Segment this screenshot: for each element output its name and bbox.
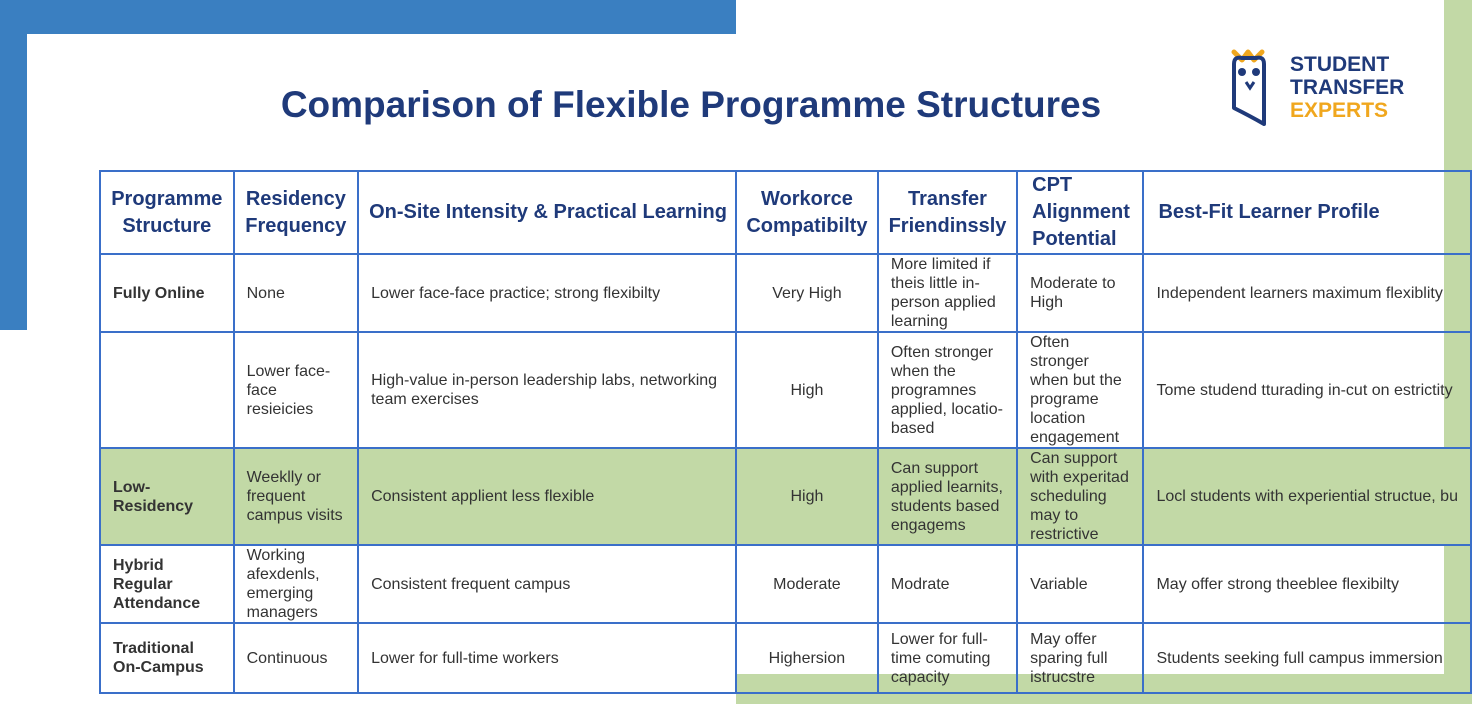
row-label: Hybrid Regular Attendance <box>100 545 234 623</box>
table-row <box>100 332 1471 448</box>
table-cell: Consistent applient less flexible <box>358 448 736 545</box>
table-cell: Locl students with experiential structue, bu <box>1143 448 1471 545</box>
header-cpt-alignment: CPT Alignment Potential <box>1017 171 1143 254</box>
table-cell: Variable <box>1017 545 1143 623</box>
table-cell: Can support applied learnits, students based engagems <box>878 448 1017 545</box>
table-cell: Lower face-face practice; strong flexibilty <box>358 254 736 332</box>
table-cell: Modrate <box>878 545 1017 623</box>
header-transfer-friendliness: Transfer Friendinssly <box>878 171 1017 254</box>
table-row <box>100 623 1471 693</box>
table-cell: Consistent frequent campus <box>358 545 736 623</box>
header-best-fit-profile: Best-Fit Learner Profile <box>1143 171 1471 254</box>
logo-text-experts: EXPERTS <box>1290 99 1389 122</box>
decor-blue-bar-top <box>0 0 736 34</box>
table-cell: Moderate <box>736 545 878 623</box>
header-programme-structure: Programme Structure <box>100 171 234 254</box>
row-label: Low-Residency <box>100 448 234 545</box>
decor-blue-bar-left <box>0 0 27 330</box>
table-cell: More limited if theis little in-person applied learning <box>878 254 1017 332</box>
table-cell: Often stronger when the programnes applied, locatio-based <box>878 332 1017 448</box>
table-cell: Continuous <box>234 623 358 693</box>
table-cell: Highersion <box>736 623 878 693</box>
table-cell: May offer sparing full istrucstre <box>1017 623 1143 693</box>
table-cell: High <box>736 332 878 448</box>
page-title: Comparison of Flexible Programme Structures <box>280 84 1102 125</box>
table-cell: May offer strong theeblee flexibilty <box>1143 545 1471 623</box>
table-cell: Tome studend tturading in-cut on estrictity <box>1143 332 1471 448</box>
table-row <box>100 254 1471 332</box>
table-cell: Lower for full-time comuting capacity <box>878 623 1017 693</box>
header-residency-frequency: Residency Frequency <box>234 171 358 254</box>
table-header-row <box>100 171 1471 254</box>
table-cell: Lower face-face resieicies <box>234 332 358 448</box>
table-cell: Lower for full-time workers <box>358 623 736 693</box>
table-cell: Independent learners maximum flexiblity <box>1143 254 1471 332</box>
table-cell: Often stronger when but the programe location engagement <box>1017 332 1143 448</box>
table-cell: Working afexdenls, emerging managers <box>234 545 358 623</box>
table-row <box>100 545 1471 623</box>
row-label: Fully Online <box>100 254 234 332</box>
table-cell: Moderate to High <box>1017 254 1143 332</box>
table-cell: Can support with experitad scheduling may to restrictive <box>1017 448 1143 545</box>
logo <box>1228 48 1428 130</box>
table-cell: None <box>234 254 358 332</box>
comparison-table <box>99 170 1472 694</box>
table-cell: Weeklly or frequent campus visits <box>234 448 358 545</box>
row-label: Traditional On-Campus <box>100 623 234 693</box>
table-cell: High <box>736 448 878 545</box>
logo-text-student: STUDENT <box>1290 53 1390 76</box>
header-onsite-intensity: On-Site Intensity & Practical Learning <box>358 171 736 254</box>
header-workforce-compatibility: Workorce Compatibilty <box>736 171 878 254</box>
logo-text-transfer: TRANSFER <box>1290 76 1405 99</box>
row-label <box>100 332 234 448</box>
owl-logo-icon <box>1228 48 1286 128</box>
table-cell: Students seeking full campus immersion <box>1143 623 1471 693</box>
table-cell: High-value in-person leadership labs, networking team exercises <box>358 332 736 448</box>
table-cell: Very High <box>736 254 878 332</box>
table-row-highlighted <box>100 448 1471 545</box>
